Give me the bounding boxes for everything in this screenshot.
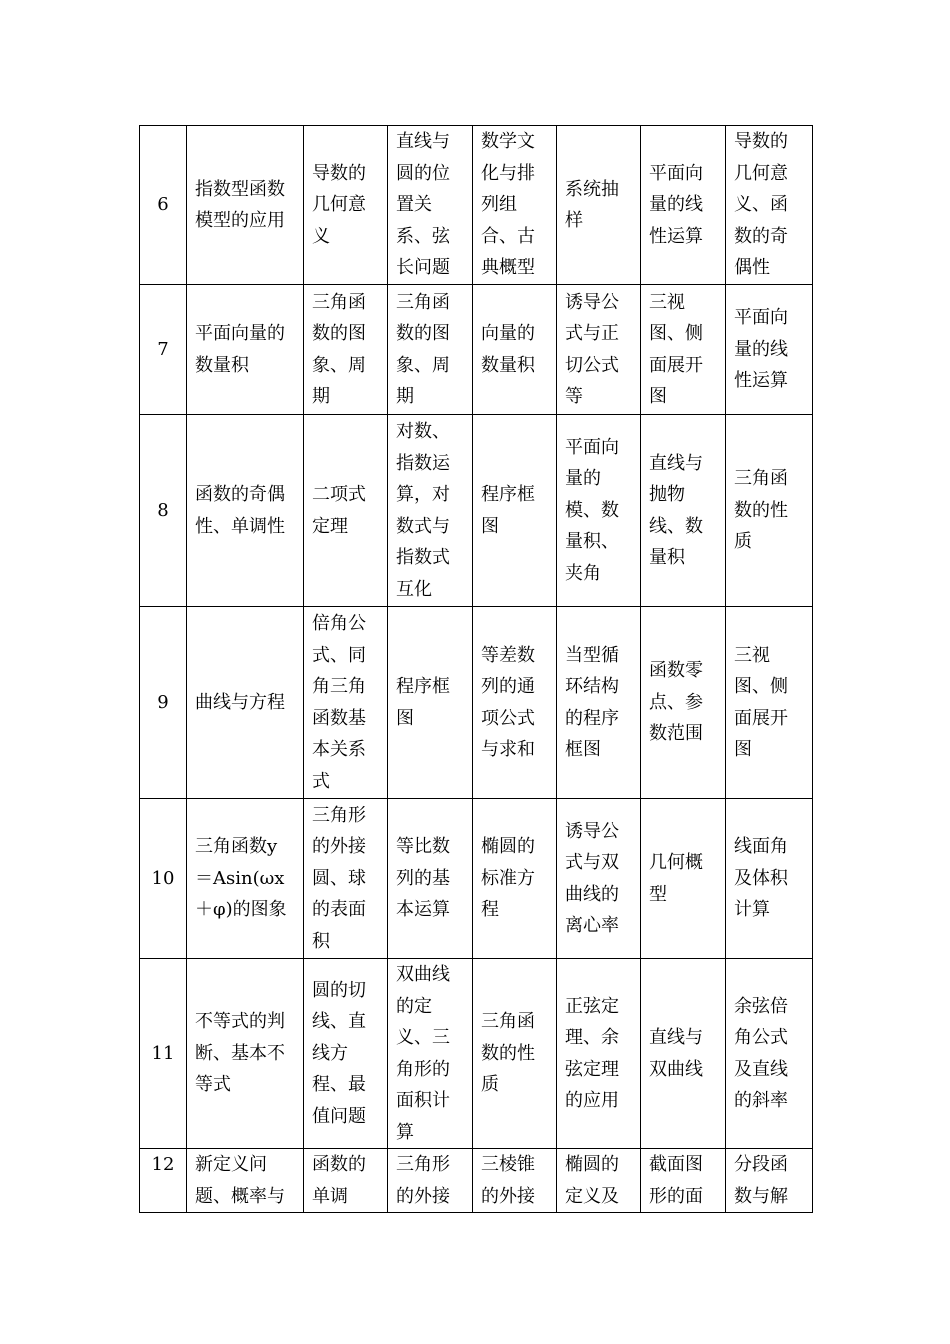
table-row	[140, 607, 813, 799]
table-cell: 二项式定理	[304, 415, 388, 607]
table-cell: 三角函数的图象、周期	[388, 285, 473, 415]
table-cell: 椭圆的定义及	[557, 1149, 641, 1213]
row-number: 9	[140, 607, 187, 799]
table-cell: 三视图、侧面展开图	[641, 285, 726, 415]
table-row	[140, 1149, 813, 1213]
table-cell: 数学文化与排列组合、古典概型	[473, 126, 557, 285]
table-cell: 平面向量的数量积	[187, 285, 304, 415]
row-number: 11	[140, 959, 187, 1149]
table-cell: 不等式的判断、基本不等式	[187, 959, 304, 1149]
table-cell: 截面图形的面	[641, 1149, 726, 1213]
table-row	[140, 126, 813, 285]
table-cell: 导数的几何意义	[304, 126, 388, 285]
table-cell: 三角函数的性质	[726, 415, 813, 607]
table-cell: 圆的切线、直线方程、最值问题	[304, 959, 388, 1149]
table-cell: 倍角公式、同角三角函数基本关系式	[304, 607, 388, 799]
table-cell: 余弦倍角公式及直线的斜率	[726, 959, 813, 1149]
table-row	[140, 799, 813, 959]
topic-table	[139, 125, 813, 1213]
table-row	[140, 959, 813, 1149]
table-cell: 等比数列的基本运算	[388, 799, 473, 959]
table-cell: 指数型函数模型的应用	[187, 126, 304, 285]
table-cell: 函数的单调	[304, 1149, 388, 1213]
table-cell: 直线与圆的位置关系、弦长问题	[388, 126, 473, 285]
table-cell: 三角形的外接圆、球的表面积	[304, 799, 388, 959]
table-cell: 函数零点、参数范围	[641, 607, 726, 799]
table-cell: 三角形的外接	[388, 1149, 473, 1213]
table-cell: 椭圆的标准方程	[473, 799, 557, 959]
row-number: 12	[140, 1149, 187, 1213]
table-cell: 等差数列的通项公式与求和	[473, 607, 557, 799]
table-cell: 曲线与方程	[187, 607, 304, 799]
table-cell: 线面角及体积计算	[726, 799, 813, 959]
table-cell: 新定义问题、概率与	[187, 1149, 304, 1213]
table-cell: 函数的奇偶性、单调性	[187, 415, 304, 607]
table-cell: 向量的数量积	[473, 285, 557, 415]
table-cell: 诱导公式与双曲线的离心率	[557, 799, 641, 959]
table-cell: 直线与抛物线、数量积	[641, 415, 726, 607]
row-number: 7	[140, 285, 187, 415]
row-number: 8	[140, 415, 187, 607]
table-cell: 双曲线的定义、三角形的面积计算	[388, 959, 473, 1149]
table-cell: 三视图、侧面展开图	[726, 607, 813, 799]
table-cell: 平面向量的模、数量积、夹角	[557, 415, 641, 607]
table-cell: 当型循环结构的程序框图	[557, 607, 641, 799]
table-row	[140, 415, 813, 607]
table-cell: 正弦定理、余弦定理的应用	[557, 959, 641, 1149]
table-cell: 程序框图	[473, 415, 557, 607]
table-cell: 平面向量的线性运算	[641, 126, 726, 285]
table-cell: 程序框图	[388, 607, 473, 799]
table-row	[140, 285, 813, 415]
table-cell: 三棱锥的外接	[473, 1149, 557, 1213]
table-cell: 几何概型	[641, 799, 726, 959]
table-cell: 系统抽样	[557, 126, 641, 285]
table-cell: 三角函数的图象、周期	[304, 285, 388, 415]
table-cell: 三角函数y＝Asin(ωx＋φ)的图象	[187, 799, 304, 959]
table-cell: 三角函数的性质	[473, 959, 557, 1149]
table-cell: 对数、指数运算，对数式与指数式互化	[388, 415, 473, 607]
row-number: 6	[140, 126, 187, 285]
row-number: 10	[140, 799, 187, 959]
table-cell: 诱导公式与正切公式等	[557, 285, 641, 415]
table-cell: 导数的几何意义、函数的奇偶性	[726, 126, 813, 285]
table-cell: 平面向量的线性运算	[726, 285, 813, 415]
table-cell: 分段函数与解	[726, 1149, 813, 1213]
table-cell: 直线与双曲线	[641, 959, 726, 1149]
